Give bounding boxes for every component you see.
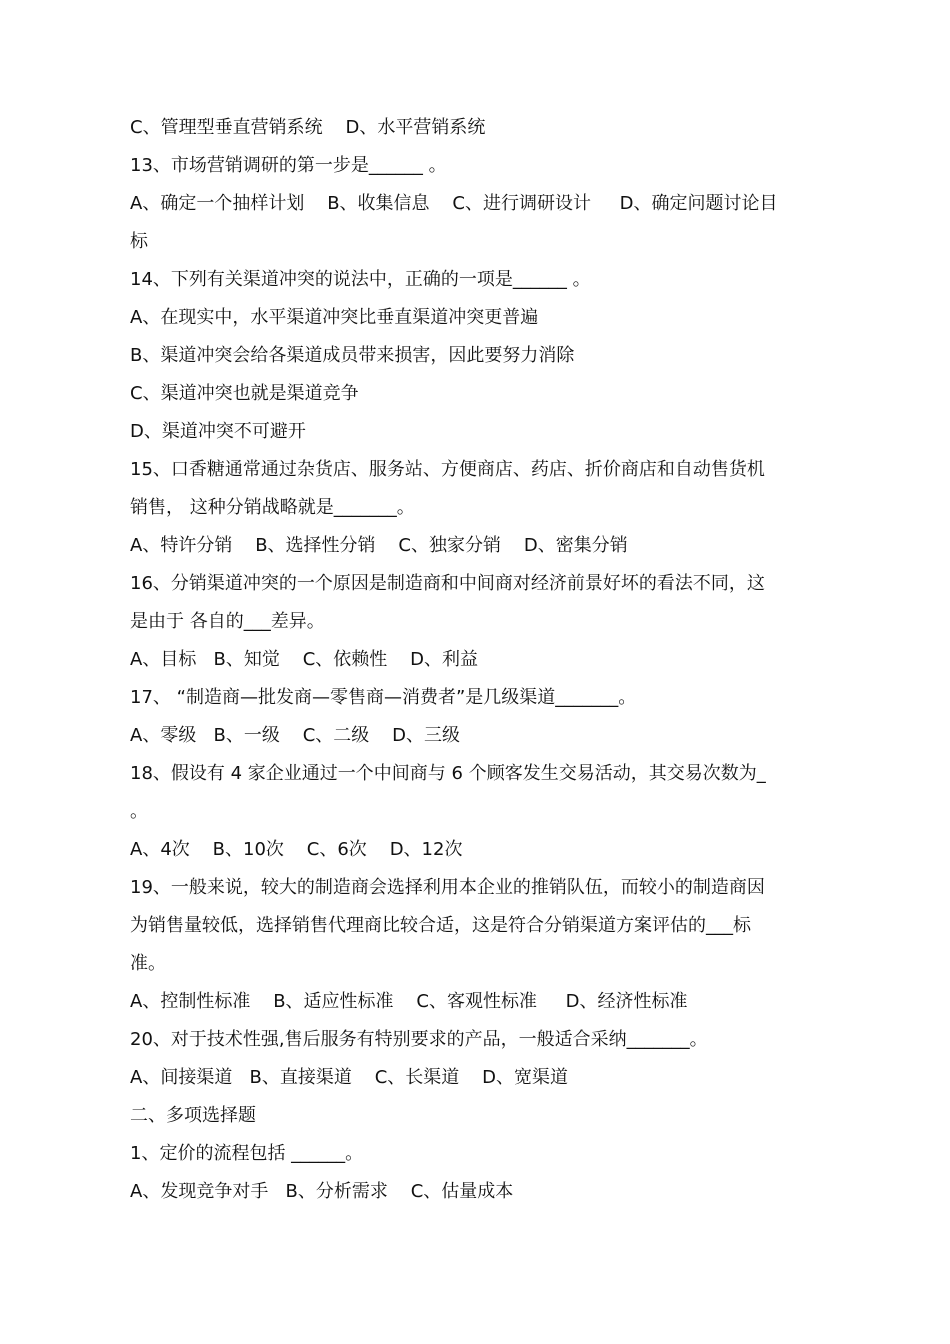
option-line: C、管理型垂直营销系统 D、水平营销系统	[130, 117, 486, 138]
option-line: A、目标 B、知觉 C、依赖性 D、利益	[130, 649, 479, 670]
question-17: 17、 “制造商—批发商—零售商—消费者”是几级渠道_______。	[130, 687, 637, 708]
option-line: A、间接渠道 B、直接渠道 C、长渠道 D、宽渠道	[130, 1067, 569, 1088]
option-line: A、发现竞争对手 B、分析需求 C、估量成本	[130, 1181, 514, 1202]
option-line: A、控制性标准 B、适应性标准 C、客观性标准 D、经济性标准	[130, 991, 688, 1012]
question-18: 18、假设有 4 家企业通过一个中间商与 6 个顾客发生交易活动，其交易次数为_	[130, 763, 766, 784]
question-multi-1: 1、定价的流程包括 ______。	[130, 1143, 364, 1164]
question-19-continuation: 准。	[130, 953, 166, 974]
question-16-continuation: 是由于 各自的___差异。	[130, 611, 325, 632]
option-line-continuation: 标	[130, 231, 148, 252]
option-line: A、特许分销 B、选择性分销 C、独家分销 D、密集分销	[130, 535, 628, 556]
question-19: 19、一般来说，较大的制造商会选择利用本企业的推销队伍，而较小的制造商因	[130, 877, 765, 898]
question-13: 13、市场营销调研的第一步是______ 。	[130, 155, 447, 176]
question-16: 16、分销渠道冲突的一个原因是制造商和中间商对经济前景好坏的看法不同，这	[130, 573, 765, 594]
question-15-continuation: 销售， 这种分销战略就是_______。	[130, 497, 415, 518]
section-heading: 二、多项选择题	[130, 1105, 256, 1126]
question-14: 14、下列有关渠道冲突的说法中，正确的一项是______ 。	[130, 269, 591, 290]
option-line: A、4次 B、10次 C、6次 D、12次	[130, 839, 463, 860]
option-line: B、渠道冲突会给各渠道成员带来损害，因此要努力消除	[130, 345, 575, 366]
option-line: A、零级 B、一级 C、二级 D、三级	[130, 725, 461, 746]
question-list	[130, 109, 820, 1211]
question-15: 15、口香糖通常通过杂货店、服务站、方便商店、药店、折价商店和自动售货机	[130, 459, 765, 480]
option-line: A、确定一个抽样计划 B、收集信息 C、进行调研设计 D、确定问题讨论目	[130, 193, 778, 214]
option-line: D、渠道冲突不可避开	[130, 421, 306, 442]
option-line: A、在现实中，水平渠道冲突比垂直渠道冲突更普遍	[130, 307, 539, 328]
question-20: 20、对于技术性强,售后服务有特别要求的产品，一般适合采纳_______。	[130, 1029, 708, 1050]
question-19-continuation: 为销售量较低，选择销售代理商比较合适，这是符合分销渠道方案评估的___标	[130, 915, 751, 936]
question-18-continuation: 。	[130, 801, 148, 822]
option-line: C、渠道冲突也就是渠道竞争	[130, 383, 359, 404]
